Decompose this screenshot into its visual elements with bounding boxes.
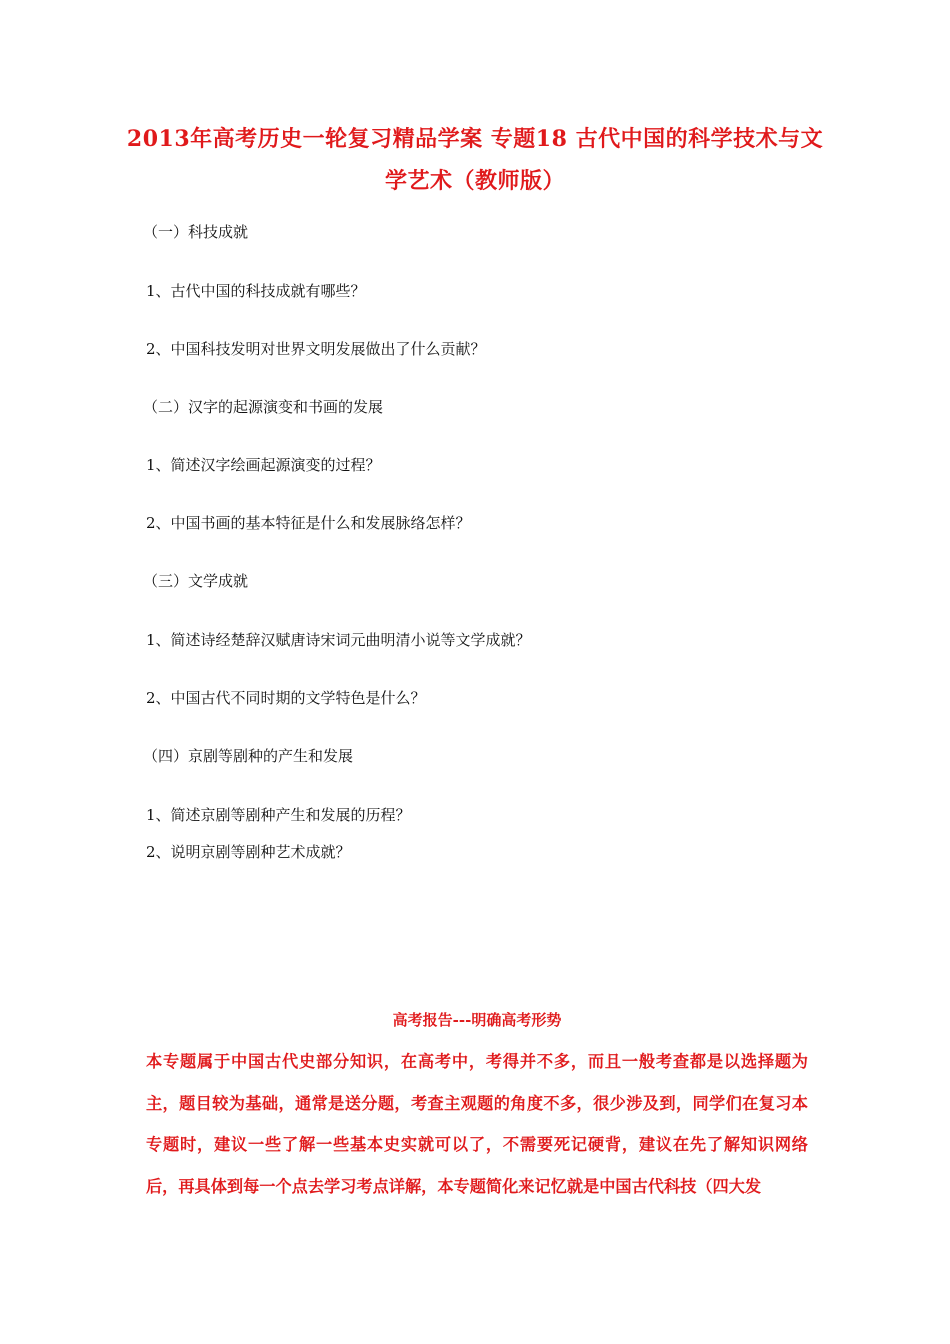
report-title: 高考报告---明确高考形势 [392,1011,562,1029]
question-2-2: 2、中国书画的基本特征是什么和发展脉络怎样？ [146,514,471,532]
report-body: 本专题属于中国古代史部分知识，在高考中，考得并不多，而且一般考查都是以选择题为主，题目较为基础，通常是送分题，考查主观题的角度不多，很少涉及到，同学们在复习本专题时，建议一些了解一些基本史实就可以了，不需要死记硬背，建议在先了解知识网络后，再具体到每一个点去学习考点详解，本专题简化来记忆就是中国古代科技（四大发 [146,1052,808,1196]
question-4-1: 1、简述京剧等剧种产生和发展的历程？ [146,806,411,824]
section-heading-1: （一）科技成就 [143,223,249,241]
section-heading-4: （四）京剧等剧种的产生和发展 [143,747,354,765]
document-title: 2013年高考历史一轮复习精品学案 专题18 古代中国的科学技术与文学艺术（教师版） [126,126,824,194]
section-heading-2: （二）汉字的起源演变和书画的发展 [143,398,384,416]
question-2-1: 1、简述汉字绘画起源演变的过程？ [146,456,381,474]
question-3-1: 1、简述诗经楚辞汉赋唐诗宋词元曲明清小说等文学成就？ [146,631,531,649]
question-1-2: 2、中国科技发明对世界文明发展做出了什么贡献？ [146,340,486,358]
question-4-2: 2、说明京剧等剧种艺术成就？ [146,843,351,861]
section-heading-3: （三）文学成就 [143,572,249,590]
question-3-2: 2、中国古代不同时期的文学特色是什么？ [146,689,426,707]
question-1-1: 1、古代中国的科技成就有哪些？ [146,282,366,300]
